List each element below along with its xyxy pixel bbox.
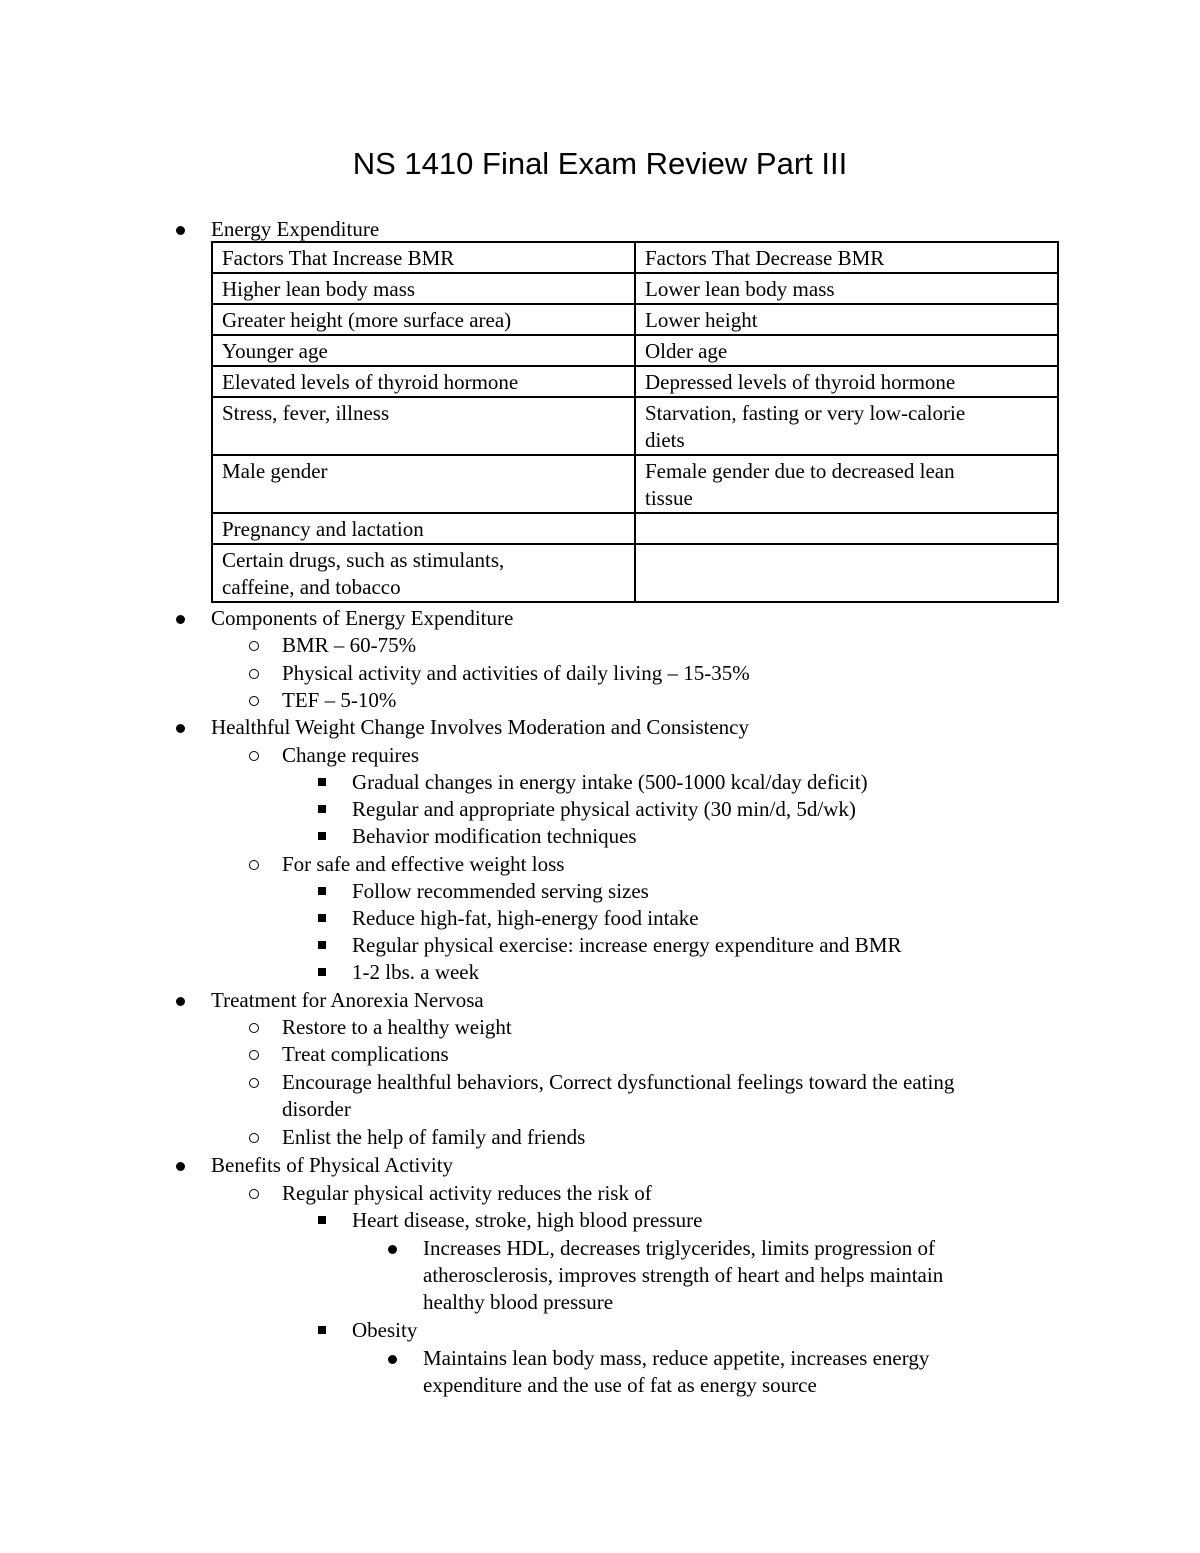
table-row [212,304,1058,335]
list-item: BMR – 60-75% [282,633,417,657]
table-cell [635,513,1058,544]
table-header-cell: Factors That Increase BMR [212,242,635,273]
list-item: For safe and effective weight loss [282,852,565,876]
circle-bullet-icon [249,696,259,706]
table-cell: Younger age [212,335,635,366]
circle-bullet-icon [249,1189,259,1199]
square-bullet-icon [318,1326,326,1334]
table-row [212,513,1058,544]
list-item: Maintains lean body mass, reduce appetite, increases energy [423,1346,930,1370]
bullet-icon [176,724,185,733]
list-item: Heart disease, stroke, high blood pressure [352,1208,703,1232]
table-cell [635,397,1058,455]
table-cell [212,455,635,513]
list-item: Increases HDL, decreases triglycerides, limits progression of [423,1236,935,1260]
square-bullet-icon [318,914,326,922]
page-title: NS 1410 Final Exam Review Part III [352,146,848,181]
bmr-factors-table [211,241,1059,603]
table-row [212,335,1058,366]
section-heading-energy-expenditure: Energy Expenditure [211,217,380,241]
table-cell: Greater height (more surface area) [212,304,635,335]
section-heading-physical-activity: Benefits of Physical Activity [211,1153,454,1177]
bullet-icon [388,1355,397,1364]
list-item: Restore to a healthy weight [282,1015,512,1039]
table-row [212,366,1058,397]
table-cell [635,455,1058,513]
table-header-row [212,242,1058,273]
section-heading-components: Components of Energy Expenditure [211,606,514,630]
circle-bullet-icon [249,641,259,651]
list-item: 1-2 lbs. a week [352,960,480,984]
table-cell: Lower height [635,304,1058,335]
bullet-icon [176,615,185,624]
table-cell [635,544,1058,602]
square-bullet-icon [318,832,326,840]
bullet-icon [176,1162,185,1171]
table-cell: Pregnancy and lactation [212,513,635,544]
square-bullet-icon [318,887,326,895]
list-item-continuation: healthy blood pressure [423,1290,614,1314]
square-bullet-icon [318,778,326,786]
list-item-continuation: expenditure and the use of fat as energy source [423,1373,817,1397]
list-item: Gradual changes in energy intake (500-1000 kcal/day deficit) [352,770,868,794]
table-cell-line: tissue [645,486,693,510]
section-heading-weight-change: Healthful Weight Change Involves Moderation and Consistency [211,715,749,739]
table-row [212,273,1058,304]
circle-bullet-icon [249,1023,259,1033]
square-bullet-icon [318,968,326,976]
table-cell: Higher lean body mass [212,273,635,304]
list-item: Encourage healthful behaviors, Correct dysfunctional feelings toward the eating [282,1070,955,1094]
square-bullet-icon [318,1216,326,1224]
table-cell-line: Stress, fever, illness [222,401,390,425]
list-item-continuation: disorder [282,1097,351,1121]
list-item: Enlist the help of family and friends [282,1125,586,1149]
table-cell-line: Starvation, fasting or very low-calorie [645,401,966,425]
bullet-icon [176,997,185,1006]
table-row [212,397,1058,455]
circle-bullet-icon [249,751,259,761]
bullet-icon [176,226,185,235]
table-cell: Depressed levels of thyroid hormone [635,366,1058,397]
table-header-cell: Factors That Decrease BMR [635,242,1058,273]
square-bullet-icon [318,941,326,949]
list-item: Regular and appropriate physical activity (30 min/d, 5d/wk) [352,797,856,821]
circle-bullet-icon [249,1050,259,1060]
list-item: Regular physical activity reduces the risk of [282,1181,652,1205]
table-cell: Lower lean body mass [635,273,1058,304]
list-item: Behavior modification techniques [352,824,637,848]
table-cell-line: Male gender [222,459,328,483]
list-item-continuation: atherosclerosis, improves strength of heart and helps maintain [423,1263,944,1287]
table-cell-line: caffeine, and tobacco [222,575,401,599]
list-item: Physical activity and activities of daily living – 15-35% [282,661,750,685]
list-item: Follow recommended serving sizes [352,879,649,903]
table-row [212,544,1058,602]
list-item: TEF – 5-10% [282,688,397,712]
table-cell [212,397,635,455]
list-item: Reduce high-fat, high-energy food intake [352,906,699,930]
table-row [212,455,1058,513]
table-cell-line: diets [645,428,685,452]
list-item: Obesity [352,1318,418,1342]
circle-bullet-icon [249,1133,259,1143]
table-cell [212,544,635,602]
list-item: Change requires [282,743,420,767]
table-cell-line: Certain drugs, such as stimulants, [222,548,505,572]
list-item: Treat complications [282,1042,449,1066]
table-cell: Older age [635,335,1058,366]
section-heading-anorexia: Treatment for Anorexia Nervosa [211,988,484,1012]
circle-bullet-icon [249,860,259,870]
circle-bullet-icon [249,669,259,679]
table-cell-line: Female gender due to decreased lean [645,459,955,483]
list-item: Regular physical exercise: increase energy expenditure and BMR [352,933,902,957]
circle-bullet-icon [249,1078,259,1088]
table-cell: Elevated levels of thyroid hormone [212,366,635,397]
square-bullet-icon [318,805,326,813]
bullet-icon [388,1245,397,1254]
